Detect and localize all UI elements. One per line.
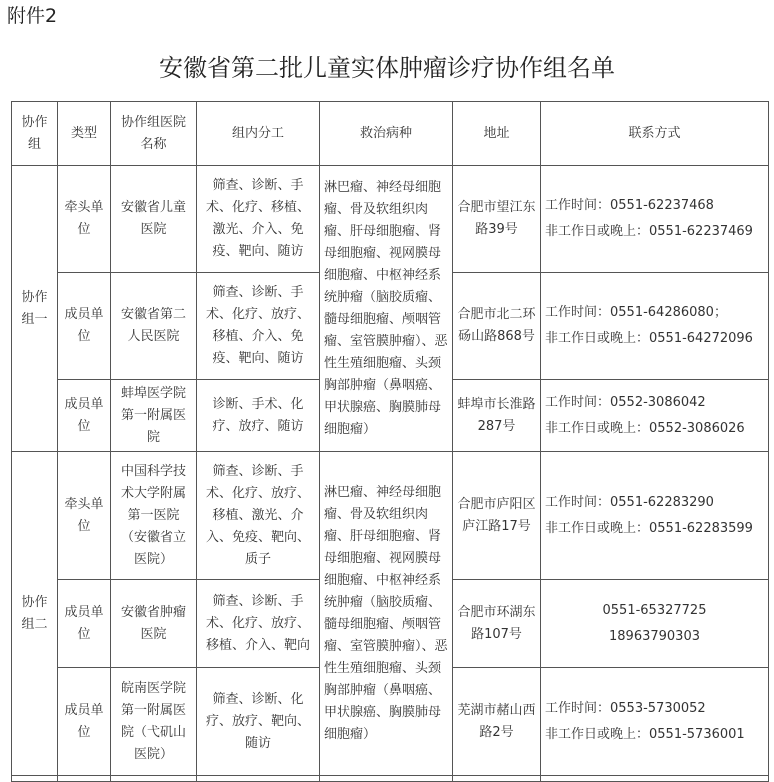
contact-info [541,273,769,380]
hospital-address: 合肥市环湖东路107号 [453,580,541,668]
contact-info [541,668,769,776]
group-name: 协作组二 [12,452,58,776]
hospital-address: 合肥市庐阳区庐江路17号 [453,452,541,580]
hospital-name: 安徽省第二人民医院 [111,273,197,380]
attachment-label: 附件2 [7,5,58,27]
treated-diseases: 淋巴瘤、神经母细胞瘤、骨及软组织肉瘤、肝母细胞瘤、肾母细胞瘤、视网膜母细胞瘤、中枢神经系统肿瘤（脑胶质瘤、髓母细胞瘤、颅咽管瘤、室管膜肿瘤）、恶性生殖细胞瘤、头颈胸部肿瘤（鼻咽癌、甲状腺癌、胸膜肺母细胞瘤） [320,166,453,452]
header-hospital: 协作组医院名称 [111,102,197,166]
contact-info [541,452,769,580]
table-row [12,166,769,273]
division-of-work: 筛查、诊断、手术、化疗、移植、激光、介入、免疫、靶向、随访 [197,166,320,273]
continuation-cell [12,776,58,782]
member-type: 成员单位 [58,580,111,668]
contact-info [541,380,769,452]
header-division: 组内分工 [197,102,320,166]
table-header-row [12,102,769,166]
contact-info [541,580,769,668]
hospital-address: 合肥市北二环砀山路868号 [453,273,541,380]
hospital-name: 中国科学技术大学附属第一医院（安徽省立医院） [111,452,197,580]
header-group: 协作组 [12,102,58,166]
contact-line: 工作时间：0551-62283290 [545,494,714,510]
contact-line: 工作时间：0552-3086042 [545,394,706,410]
contact-line: 0551-65327725 [602,602,707,618]
hospital-address: 芜湖市赭山西路2号 [453,668,541,776]
contact-line: 18963790303 [609,628,700,644]
continuation-cell [197,776,320,782]
contact-line: 非工作日或晚上：0551-5736001 [545,726,745,742]
contact-line: 非工作日或晚上：0551-62283599 [545,520,753,536]
document-title: 安徽省第二批儿童实体肿瘤诊疗协作组名单 [159,54,615,82]
member-type: 牵头单位 [58,166,111,273]
division-of-work: 筛查、诊断、手术、化疗、放疗、移植、激光、介入、免疫、靶向、质子 [197,452,320,580]
division-of-work: 筛查、诊断、手术、化疗、放疗、移植、介入、靶向 [197,580,320,668]
collaboration-group-table [11,101,769,782]
hospital-address: 合肥市望江东路39号 [453,166,541,273]
hospital-name: 蚌埠医学院第一附属医院 [111,380,197,452]
group-name: 协作组一 [12,166,58,452]
member-type: 成员单位 [58,668,111,776]
hospital-address: 蚌埠市长淮路287号 [453,380,541,452]
division-of-work: 筛查、诊断、手术、化疗、放疗、移植、介入、免疫、靶向、随访 [197,273,320,380]
contact-line: 非工作日或晚上：0551-64272096 [545,331,753,346]
table-row [12,452,769,580]
hospital-name: 安徽省儿童医院 [111,166,197,273]
member-type: 成员单位 [58,273,111,380]
contact-line: 工作时间：0551-62237468 [545,198,714,213]
header-contact: 联系方式 [541,102,769,166]
division-of-work: 筛查、诊断、化疗、放疗、靶向、随访 [197,668,320,776]
header-address: 地址 [453,102,541,166]
division-of-work: 诊断、手术、化疗、放疗、随访 [197,380,320,452]
treated-diseases: 淋巴瘤、神经母细胞瘤、骨及软组织肉瘤、肝母细胞瘤、肾母细胞瘤、视网膜母细胞瘤、中枢神经系统肿瘤（脑胶质瘤、髓母细胞瘤、颅咽管瘤、室管膜肿瘤）、恶性生殖细胞瘤、头颈胸部肿瘤（鼻咽癌、甲状腺癌、胸膜肺母细胞瘤） [320,452,453,776]
continuation-cell [320,776,453,782]
continuation-cell [58,776,111,782]
hospital-name: 安徽省肿瘤医院 [111,580,197,668]
contact-line: 非工作日或晚上：0551-62237469 [545,224,753,239]
header-type: 类型 [58,102,111,166]
continuation-cell [453,776,541,782]
contact-line: 工作时间：0551-64286080； [545,305,727,320]
member-type: 成员单位 [58,380,111,452]
contact-line: 工作时间：0553-5730052 [545,700,706,716]
table-continuation-row [12,776,769,782]
header-diseases: 救治病种 [320,102,453,166]
member-type: 牵头单位 [58,452,111,580]
hospital-name: 皖南医学院第一附属医院（弋矶山医院） [111,668,197,776]
contact-info [541,166,769,273]
continuation-cell [111,776,197,782]
continuation-cell [541,776,769,782]
contact-line: 非工作日或晚上：0552-3086026 [545,420,745,436]
